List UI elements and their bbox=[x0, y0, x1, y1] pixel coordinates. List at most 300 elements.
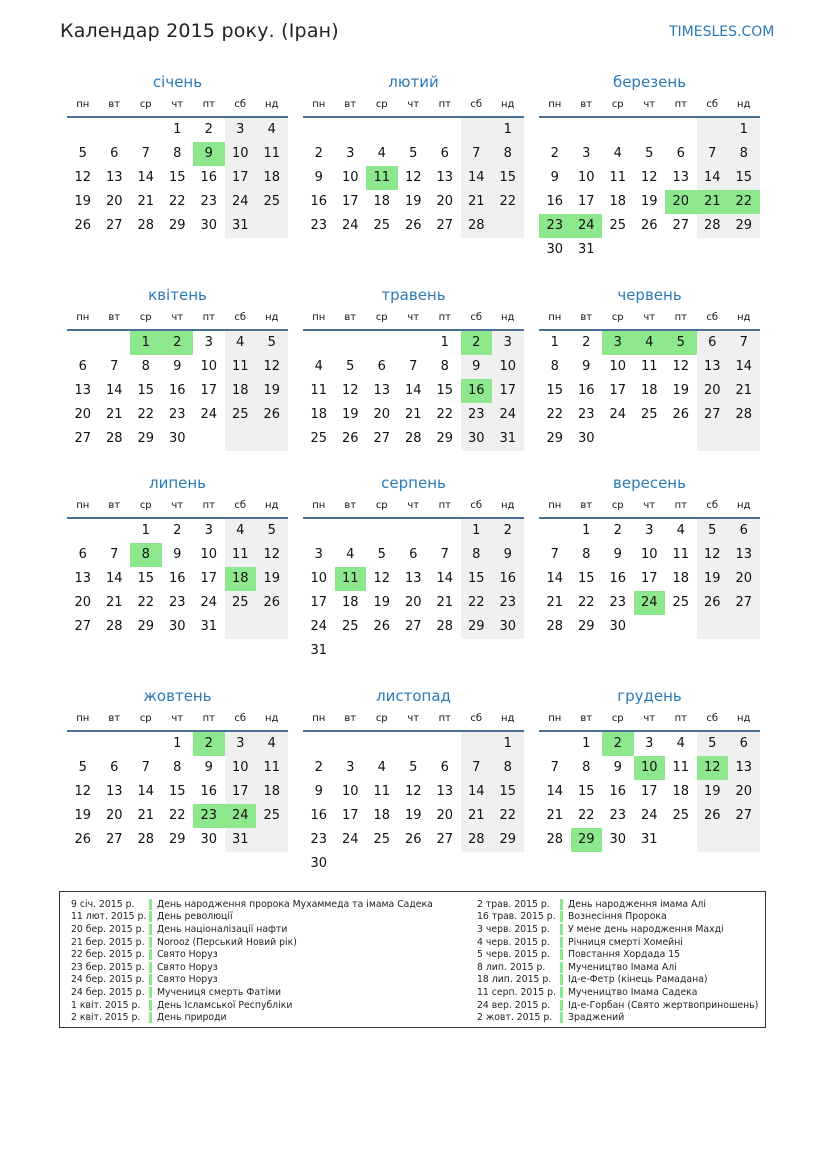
empty-cell bbox=[67, 732, 99, 756]
legend-column-left bbox=[71, 898, 433, 1024]
day-cell: 17 bbox=[577, 194, 595, 209]
day-cell: 4 bbox=[634, 331, 666, 355]
day-cell: 16 bbox=[492, 567, 524, 591]
day-cell: 10 bbox=[200, 359, 218, 374]
day-cell: 10 bbox=[341, 784, 359, 799]
day-cell: 9 bbox=[613, 547, 622, 562]
empty-cell bbox=[99, 331, 131, 355]
legend-marker bbox=[149, 949, 152, 960]
month-6 bbox=[539, 285, 760, 451]
day-cell: 7 bbox=[110, 359, 119, 374]
day-cell: 18 bbox=[672, 784, 690, 799]
day-cell: 4 bbox=[377, 146, 386, 161]
legend-entry bbox=[477, 911, 758, 924]
day-cell: 21 bbox=[404, 407, 422, 422]
legend-marker bbox=[560, 974, 563, 985]
day-cell: 19 bbox=[672, 383, 690, 398]
day-cell: 16 bbox=[546, 194, 564, 209]
day-cell: 29 bbox=[168, 832, 186, 847]
day-cell: 19 bbox=[404, 194, 422, 209]
weekday-label: ср bbox=[139, 99, 152, 110]
legend-marker bbox=[560, 899, 563, 910]
day-cell: 21 bbox=[137, 194, 155, 209]
weekday-label: пт bbox=[202, 312, 215, 323]
day-cell: 10 bbox=[200, 547, 218, 562]
day-cell: 31 bbox=[310, 643, 328, 658]
legend-entry bbox=[477, 974, 758, 987]
day-cell: 4 bbox=[256, 118, 288, 142]
weekday-header bbox=[67, 710, 288, 732]
legend-marker bbox=[149, 987, 152, 998]
day-cell: 20 bbox=[436, 808, 454, 823]
day-cell: 9 bbox=[492, 543, 524, 567]
day-cell: 1 bbox=[728, 118, 760, 142]
weekday-label: вт bbox=[580, 99, 593, 110]
day-cell: 1 bbox=[582, 736, 591, 751]
day-cell: 16 bbox=[200, 784, 218, 799]
day-cell: 5 bbox=[697, 519, 729, 543]
day-cell: 16 bbox=[609, 784, 627, 799]
day-cell: 15 bbox=[168, 170, 186, 185]
month-7 bbox=[67, 473, 288, 639]
day-cell: 6 bbox=[110, 760, 119, 775]
month-name: червень bbox=[617, 286, 682, 304]
weekday-label: пн bbox=[312, 99, 326, 110]
legend-holiday-name: Повстання Хордада 15 bbox=[568, 949, 681, 961]
empty-cell bbox=[634, 615, 666, 639]
day-cell: 28 bbox=[546, 832, 564, 847]
day-cell: 28 bbox=[137, 832, 155, 847]
weekday-label: вт bbox=[344, 99, 357, 110]
day-cell: 3 bbox=[225, 732, 257, 756]
empty-cell bbox=[335, 732, 367, 756]
legend-holiday-name: Norooz (Перський Новий рік) bbox=[157, 936, 297, 948]
weekday-label: вт bbox=[580, 312, 593, 323]
day-cell: 10 bbox=[341, 170, 359, 185]
day-cell: 13 bbox=[697, 355, 729, 379]
weekday-label: чт bbox=[407, 312, 420, 323]
day-cell: 21 bbox=[105, 595, 123, 610]
weekday-label: сб bbox=[706, 312, 719, 323]
day-cell: 2 bbox=[613, 523, 622, 538]
legend-date: 1 квіт. 2015 р. bbox=[71, 999, 141, 1011]
legend-marker bbox=[149, 1000, 152, 1011]
empty-cell bbox=[193, 427, 225, 451]
day-cell: 15 bbox=[577, 571, 595, 586]
empty-cell bbox=[492, 852, 524, 876]
day-cell: 20 bbox=[697, 379, 729, 403]
empty-cell bbox=[67, 118, 99, 142]
day-cell: 25 bbox=[256, 190, 288, 214]
day-cell: 17 bbox=[200, 383, 218, 398]
day-cell: 14 bbox=[137, 170, 155, 185]
day-cell: 8 bbox=[173, 146, 182, 161]
day-cell: 30 bbox=[310, 856, 328, 871]
day-cell: 16 bbox=[577, 383, 595, 398]
day-cell: 31 bbox=[200, 619, 218, 634]
day-cell: 9 bbox=[173, 359, 182, 374]
empty-cell bbox=[634, 427, 666, 451]
weekday-label: чт bbox=[407, 713, 420, 724]
day-cell: 18 bbox=[609, 194, 627, 209]
empty-cell bbox=[429, 519, 461, 543]
empty-cell bbox=[429, 639, 461, 663]
day-cell: 26 bbox=[697, 804, 729, 828]
empty-cell bbox=[697, 615, 729, 639]
day-cell: 19 bbox=[373, 595, 391, 610]
day-cell: 27 bbox=[404, 619, 422, 634]
weekday-label: пт bbox=[674, 713, 687, 724]
day-cell: 2 bbox=[204, 122, 213, 137]
legend-entry bbox=[477, 948, 758, 961]
day-cell: 1 bbox=[461, 519, 493, 543]
empty-cell bbox=[398, 118, 430, 142]
day-cell: 26 bbox=[256, 591, 288, 615]
day-cell: 24 bbox=[571, 214, 603, 238]
day-cell: 19 bbox=[74, 808, 92, 823]
weekday-label: чт bbox=[407, 99, 420, 110]
day-cell: 16 bbox=[168, 571, 186, 586]
day-cell: 12 bbox=[256, 543, 288, 567]
day-cell: 5 bbox=[256, 519, 288, 543]
day-cell: 18 bbox=[373, 808, 391, 823]
weekday-label: пт bbox=[202, 99, 215, 110]
day-cell: 1 bbox=[492, 732, 524, 756]
day-cell: 28 bbox=[697, 214, 729, 238]
day-cell: 7 bbox=[409, 359, 418, 374]
weekday-label: ср bbox=[611, 312, 624, 323]
day-cell: 10 bbox=[634, 756, 666, 780]
day-cell: 11 bbox=[225, 355, 257, 379]
day-cell: 31 bbox=[225, 828, 257, 852]
weekday-label: чт bbox=[407, 500, 420, 511]
day-grid bbox=[303, 118, 524, 238]
day-cell: 27 bbox=[74, 431, 92, 446]
weekday-label: чт bbox=[643, 99, 656, 110]
empty-cell bbox=[728, 828, 760, 852]
day-cell: 11 bbox=[256, 756, 288, 780]
day-cell: 7 bbox=[697, 142, 729, 166]
empty-cell bbox=[366, 519, 398, 543]
day-cell: 27 bbox=[672, 218, 690, 233]
day-cell: 19 bbox=[74, 194, 92, 209]
weekday-label: вт bbox=[344, 500, 357, 511]
day-grid bbox=[67, 732, 288, 852]
day-cell: 30 bbox=[461, 427, 493, 451]
legend-date: 2 жовт. 2015 р. bbox=[477, 1012, 553, 1024]
day-cell: 3 bbox=[645, 736, 654, 751]
legend-holiday-name: День революції bbox=[157, 911, 233, 923]
empty-cell bbox=[303, 519, 335, 543]
legend-holiday-name: Мучеництво Імама Алі bbox=[568, 961, 677, 973]
empty-cell bbox=[99, 732, 131, 756]
day-cell: 1 bbox=[582, 523, 591, 538]
empty-cell bbox=[429, 852, 461, 876]
legend-holiday-name: У мене день народження Махді bbox=[568, 923, 724, 935]
empty-cell bbox=[665, 828, 697, 852]
day-cell: 16 bbox=[310, 194, 328, 209]
day-cell: 2 bbox=[582, 335, 591, 350]
day-cell: 13 bbox=[728, 756, 760, 780]
day-cell: 2 bbox=[162, 331, 194, 355]
day-cell: 27 bbox=[105, 832, 123, 847]
weekday-label: пн bbox=[312, 500, 326, 511]
month-name: квітень bbox=[148, 286, 207, 304]
day-cell: 29 bbox=[137, 619, 155, 634]
empty-cell bbox=[602, 118, 634, 142]
day-cell: 24 bbox=[341, 832, 359, 847]
day-cell: 10 bbox=[310, 571, 328, 586]
day-cell: 25 bbox=[609, 218, 627, 233]
empty-cell bbox=[398, 331, 430, 355]
day-cell: 15 bbox=[461, 567, 493, 591]
weekday-label: пн bbox=[548, 99, 562, 110]
legend-entry bbox=[71, 974, 433, 987]
day-cell: 8 bbox=[550, 359, 559, 374]
day-cell: 13 bbox=[436, 784, 454, 799]
month-name: серпень bbox=[381, 474, 446, 492]
day-cell: 28 bbox=[461, 214, 493, 238]
day-cell: 18 bbox=[672, 571, 690, 586]
empty-cell bbox=[130, 732, 162, 756]
day-cell: 26 bbox=[373, 619, 391, 634]
empty-cell bbox=[67, 331, 99, 355]
legend-date: 21 бер. 2015 р. bbox=[71, 936, 145, 948]
weekday-label: вт bbox=[344, 312, 357, 323]
day-cell: 14 bbox=[461, 166, 493, 190]
day-cell: 30 bbox=[492, 615, 524, 639]
empty-cell bbox=[335, 639, 367, 663]
weekday-label: ср bbox=[139, 312, 152, 323]
empty-cell bbox=[225, 615, 257, 639]
day-cell: 24 bbox=[640, 808, 658, 823]
weekday-label: ср bbox=[139, 713, 152, 724]
day-cell: 7 bbox=[141, 760, 150, 775]
weekday-label: пн bbox=[76, 500, 90, 511]
day-cell: 22 bbox=[492, 804, 524, 828]
empty-cell bbox=[398, 639, 430, 663]
weekday-label: ср bbox=[375, 500, 388, 511]
day-cell: 2 bbox=[314, 760, 323, 775]
day-cell: 25 bbox=[373, 832, 391, 847]
day-cell: 14 bbox=[436, 571, 454, 586]
day-cell: 22 bbox=[492, 190, 524, 214]
day-cell: 29 bbox=[546, 431, 564, 446]
day-cell: 24 bbox=[341, 218, 359, 233]
day-cell: 5 bbox=[697, 732, 729, 756]
day-cell: 23 bbox=[310, 832, 328, 847]
day-cell: 15 bbox=[436, 383, 454, 398]
empty-cell bbox=[728, 238, 760, 262]
legend-entry bbox=[477, 898, 758, 911]
day-cell: 15 bbox=[492, 780, 524, 804]
weekday-label: пт bbox=[674, 500, 687, 511]
weekday-label: нд bbox=[265, 713, 279, 724]
day-cell: 6 bbox=[78, 547, 87, 562]
legend-marker bbox=[149, 937, 152, 948]
day-cell: 2 bbox=[602, 732, 634, 756]
day-cell: 17 bbox=[310, 595, 328, 610]
day-cell: 6 bbox=[728, 519, 760, 543]
weekday-label: сб bbox=[470, 99, 483, 110]
day-cell: 23 bbox=[577, 407, 595, 422]
day-cell: 8 bbox=[440, 359, 449, 374]
weekday-label: нд bbox=[737, 500, 751, 511]
weekday-label: пн bbox=[312, 713, 326, 724]
empty-cell bbox=[303, 118, 335, 142]
day-cell: 25 bbox=[672, 808, 690, 823]
weekday-label: вт bbox=[108, 713, 121, 724]
day-cell: 11 bbox=[640, 359, 658, 374]
day-cell: 17 bbox=[640, 571, 658, 586]
day-cell: 31 bbox=[225, 214, 257, 238]
legend-marker bbox=[560, 962, 563, 973]
day-cell: 11 bbox=[366, 166, 398, 190]
day-cell: 31 bbox=[577, 242, 595, 257]
day-cell: 16 bbox=[168, 383, 186, 398]
day-cell: 19 bbox=[256, 567, 288, 591]
day-cell: 26 bbox=[404, 218, 422, 233]
day-cell: 20 bbox=[74, 595, 92, 610]
day-cell: 3 bbox=[492, 331, 524, 355]
legend-date: 2 квіт. 2015 р. bbox=[71, 1012, 141, 1024]
day-cell: 4 bbox=[256, 732, 288, 756]
weekday-label: пт bbox=[438, 500, 451, 511]
legend-holiday-name: Зраджений bbox=[568, 1012, 625, 1024]
weekday-label: нд bbox=[265, 500, 279, 511]
day-cell: 27 bbox=[436, 218, 454, 233]
day-cell: 7 bbox=[461, 756, 493, 780]
day-cell: 18 bbox=[256, 780, 288, 804]
day-cell: 8 bbox=[728, 142, 760, 166]
day-cell: 11 bbox=[335, 567, 367, 591]
legend-date: 11 серп. 2015 р. bbox=[477, 986, 556, 998]
empty-cell bbox=[130, 118, 162, 142]
month-9 bbox=[539, 473, 760, 639]
weekday-label: чт bbox=[643, 312, 656, 323]
day-grid bbox=[539, 732, 760, 852]
empty-cell bbox=[539, 732, 571, 756]
weekday-label: пт bbox=[438, 713, 451, 724]
empty-cell bbox=[366, 639, 398, 663]
day-cell: 29 bbox=[137, 431, 155, 446]
day-cell: 4 bbox=[377, 760, 386, 775]
day-cell: 9 bbox=[204, 760, 213, 775]
legend-marker bbox=[149, 1012, 152, 1023]
day-cell: 29 bbox=[168, 218, 186, 233]
day-cell: 22 bbox=[577, 808, 595, 823]
day-cell: 18 bbox=[225, 379, 257, 403]
empty-cell bbox=[697, 828, 729, 852]
weekday-label: пн bbox=[548, 713, 562, 724]
weekday-header bbox=[539, 710, 760, 732]
month-2 bbox=[303, 72, 524, 238]
empty-cell bbox=[697, 118, 729, 142]
legend-holiday-name: Ід-е-Горбан (Свято жертвоприношень) bbox=[568, 999, 759, 1011]
weekday-header bbox=[539, 497, 760, 519]
weekday-label: вт bbox=[580, 500, 593, 511]
empty-cell bbox=[697, 427, 729, 451]
legend-date: 9 січ. 2015 р. bbox=[71, 898, 135, 910]
day-cell: 13 bbox=[436, 170, 454, 185]
legend-marker bbox=[149, 974, 152, 985]
day-cell: 11 bbox=[672, 547, 690, 562]
day-cell: 29 bbox=[461, 615, 493, 639]
page-title: Календар 2015 року. (Іран) bbox=[60, 20, 339, 42]
empty-cell bbox=[602, 238, 634, 262]
empty-cell bbox=[461, 639, 493, 663]
month-10 bbox=[67, 686, 288, 852]
day-cell: 22 bbox=[728, 190, 760, 214]
legend-marker bbox=[560, 949, 563, 960]
day-cell: 8 bbox=[130, 543, 162, 567]
empty-cell bbox=[461, 118, 493, 142]
day-cell: 14 bbox=[105, 383, 123, 398]
day-cell: 13 bbox=[373, 383, 391, 398]
day-cell: 28 bbox=[137, 218, 155, 233]
weekday-label: пн bbox=[76, 99, 90, 110]
month-name: лютий bbox=[388, 73, 439, 91]
weekday-label: нд bbox=[265, 99, 279, 110]
day-cell: 18 bbox=[225, 567, 257, 591]
month-name: листопад bbox=[376, 687, 451, 705]
day-cell: 8 bbox=[582, 547, 591, 562]
day-cell: 29 bbox=[728, 214, 760, 238]
day-cell: 14 bbox=[105, 571, 123, 586]
legend-marker bbox=[560, 911, 563, 922]
day-cell: 20 bbox=[728, 780, 760, 804]
day-cell: 15 bbox=[492, 166, 524, 190]
day-cell: 26 bbox=[341, 431, 359, 446]
day-cell: 27 bbox=[74, 619, 92, 634]
day-cell: 7 bbox=[141, 146, 150, 161]
weekday-label: нд bbox=[737, 312, 751, 323]
site-link[interactable]: TIMESLES.COM bbox=[669, 24, 775, 40]
day-cell: 23 bbox=[539, 214, 571, 238]
day-cell: 20 bbox=[665, 190, 697, 214]
day-cell: 21 bbox=[105, 407, 123, 422]
day-cell: 3 bbox=[204, 523, 213, 538]
day-cell: 15 bbox=[137, 571, 155, 586]
day-cell: 7 bbox=[110, 547, 119, 562]
day-cell: 8 bbox=[492, 142, 524, 166]
day-cell: 15 bbox=[168, 784, 186, 799]
day-cell: 20 bbox=[74, 407, 92, 422]
weekday-label: сб bbox=[470, 713, 483, 724]
weekday-label: сб bbox=[470, 312, 483, 323]
weekday-label: пн bbox=[312, 312, 326, 323]
day-cell: 15 bbox=[546, 383, 564, 398]
day-cell: 12 bbox=[341, 383, 359, 398]
day-grid bbox=[303, 331, 524, 451]
day-cell: 13 bbox=[74, 383, 92, 398]
day-cell: 12 bbox=[373, 571, 391, 586]
day-cell: 2 bbox=[492, 519, 524, 543]
day-cell: 25 bbox=[256, 804, 288, 828]
day-cell: 4 bbox=[346, 547, 355, 562]
day-cell: 21 bbox=[546, 595, 564, 610]
day-cell: 11 bbox=[373, 784, 391, 799]
legend-entry bbox=[477, 1011, 758, 1024]
weekday-label: нд bbox=[737, 99, 751, 110]
day-cell: 6 bbox=[676, 146, 685, 161]
legend-entry bbox=[71, 986, 433, 999]
day-cell: 3 bbox=[602, 331, 634, 355]
day-cell: 2 bbox=[193, 732, 225, 756]
day-cell: 26 bbox=[74, 832, 92, 847]
day-cell: 4 bbox=[225, 519, 257, 543]
legend-marker bbox=[560, 937, 563, 948]
